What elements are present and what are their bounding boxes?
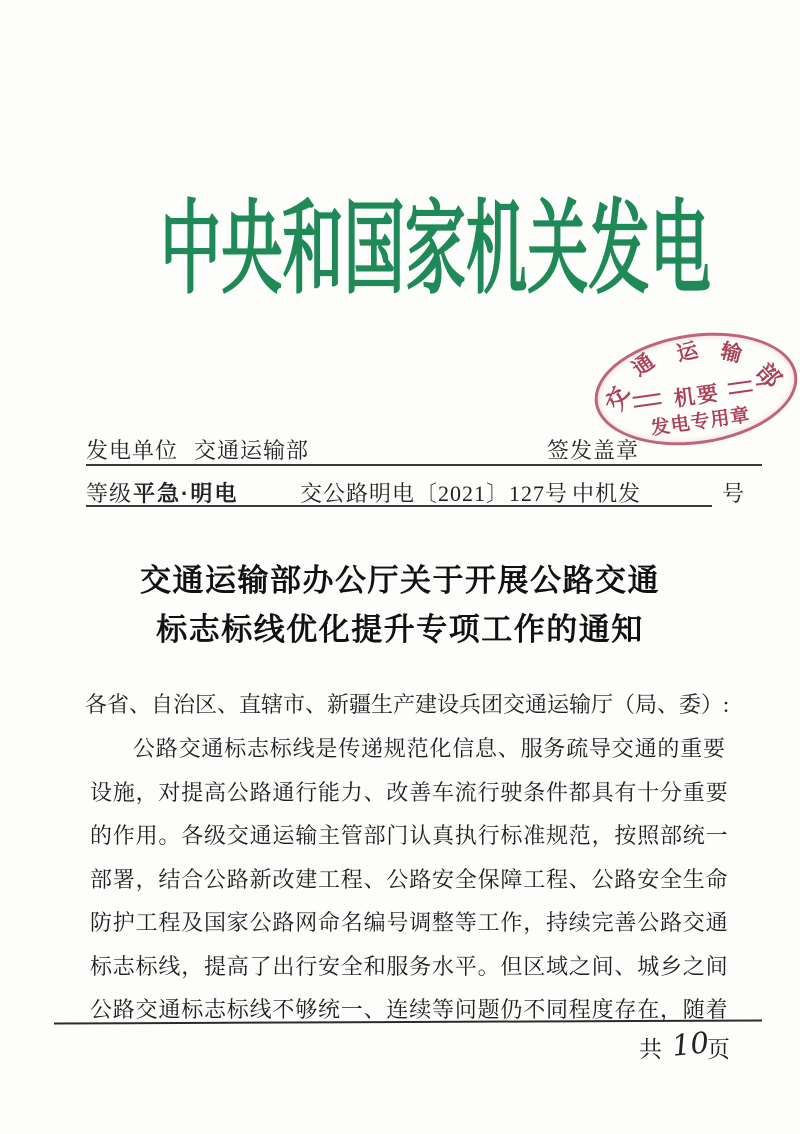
grade-label: 等级 [86, 481, 133, 506]
seal-arc-char: 交 [601, 382, 634, 415]
seal-arc-char: 通 [627, 349, 659, 381]
doc-title-line-2: 标志标线优化提升专项工作的通知 [156, 612, 644, 647]
seal-arc-char: 运 [674, 337, 701, 366]
issuing-unit-value: 交通运输部 [194, 438, 310, 463]
body-line: 公路交通标志标线是传递规范化信息、服务疏导交通的重要 [133, 736, 726, 761]
central-ref-label: 中机发 [572, 481, 642, 506]
salutation: 各省、自治区、直辖市、新疆生产建设兵团交通运输厅（局、委）: [85, 692, 730, 717]
seal-arc-char: 部 [751, 358, 786, 393]
body-line: 公路交通标志标线不够统一、连续等问题仍不同程度存在，随着 [90, 997, 729, 1022]
seal-arc-char: 输 [718, 338, 745, 367]
body-line: 的作用。各级交通运输主管部门认真执行标准规范，按照部统一 [90, 823, 729, 848]
doc-number: 交公路明电〔2021〕127号 [300, 481, 569, 506]
header-rule-1 [86, 464, 762, 466]
issuing-unit-label: 发电单位 [86, 438, 179, 463]
masthead-title: 中央和国家机关发电 [159, 194, 711, 307]
sign-seal-label: 签发盖章 [547, 438, 640, 463]
body-line: 设施，对提高公路通行能力、改善车流行驶条件都具有十分重要 [90, 780, 729, 805]
doc-title-line-1: 交通运输部办公厅关于开展公路交通 [140, 563, 660, 598]
body-line: 部署，结合公路新改建工程、公路安全保障工程、公路安全生命 [90, 867, 729, 892]
number-suffix-label: 号 [722, 481, 746, 506]
body-line: 防护工程及国家公路网命名编号调整等工作，持续完善公路交通 [90, 910, 729, 935]
document-title [0, 556, 800, 654]
body-line: 标志标线，提高了出行安全和服务水平。但区域之间、城乡之间 [90, 954, 729, 979]
grade-value: 平急·明电 [133, 481, 239, 506]
page-count-prefix: 共 [639, 1037, 662, 1062]
header-rule-2 [86, 505, 712, 507]
page-count-suffix: 页 [707, 1037, 730, 1062]
page-count-value: 10 [670, 1025, 711, 1063]
seal-purpose-label: 发电专用章 [649, 404, 752, 440]
seal-classified-label: 机要 [672, 380, 722, 412]
